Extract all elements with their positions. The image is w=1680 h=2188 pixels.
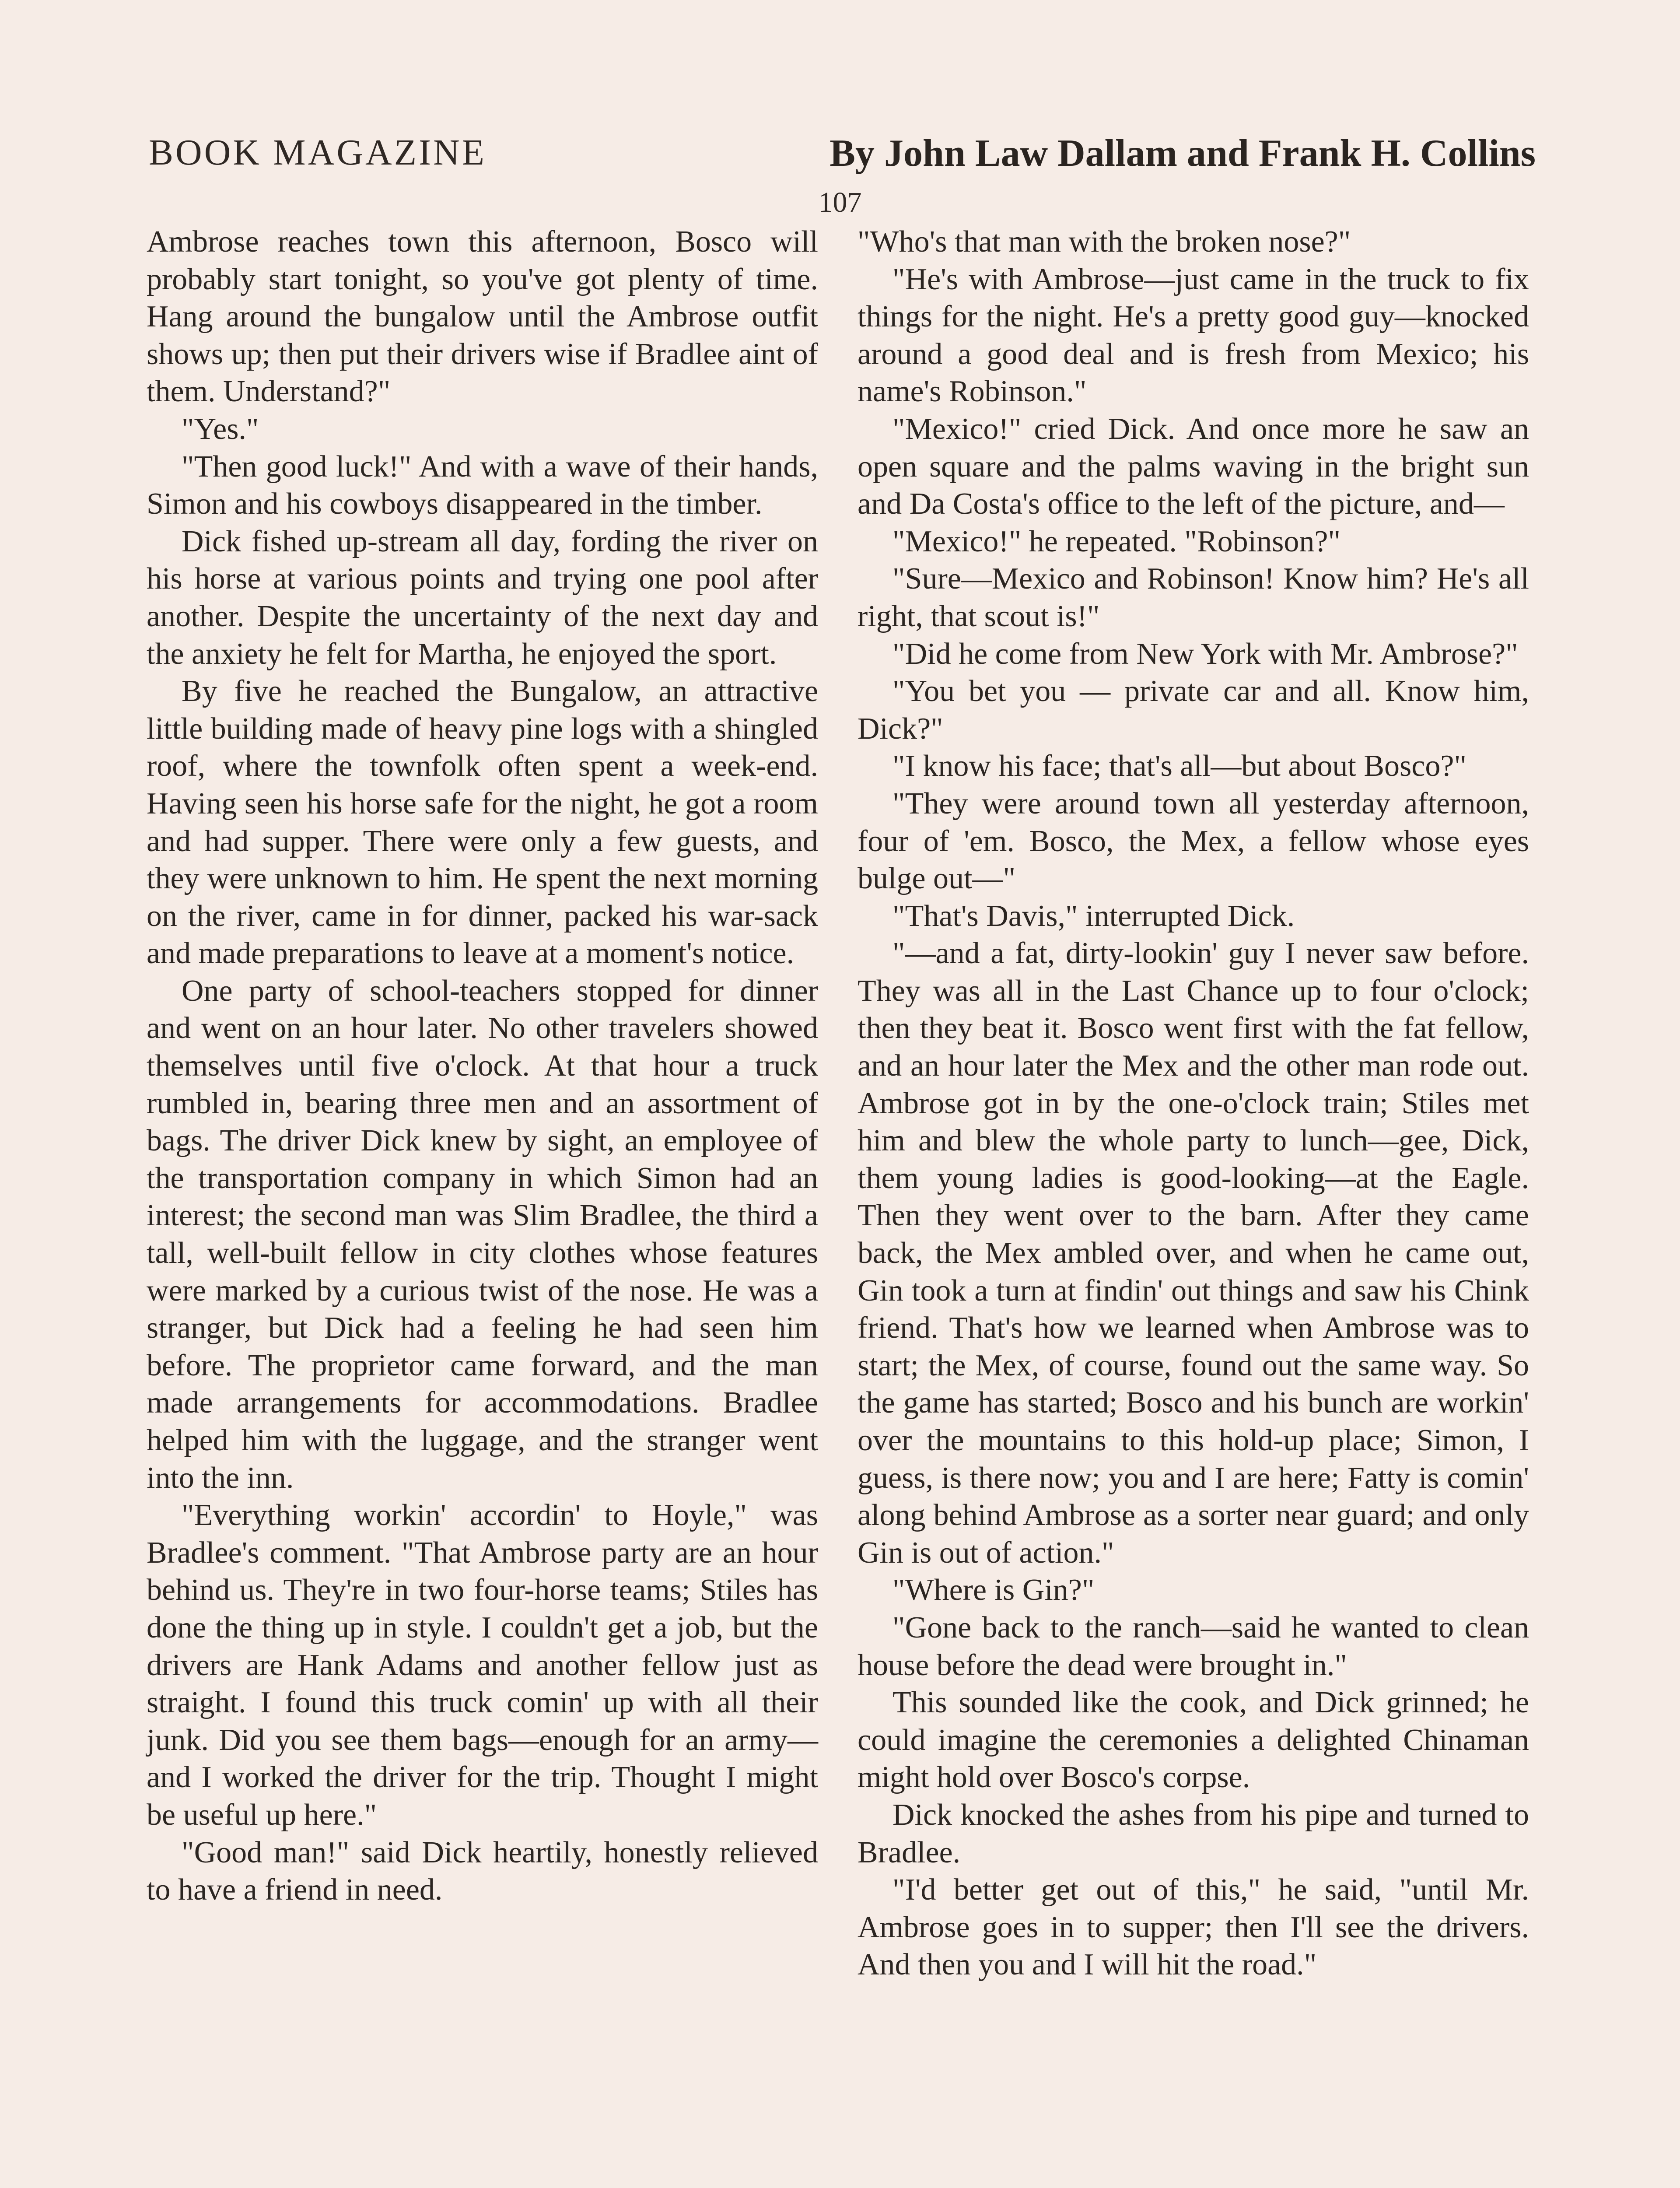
- paragraph: "Yes.": [182, 412, 259, 446]
- paragraph: "I know his face; that's all—but about Bosco?": [892, 749, 1466, 783]
- paragraph: By five he reached the Bungalow, an attractive little building made of heavy pine logs with a shingled roof, where the townfolk often spent a week-end. Having seen his horse safe for the night, he got a room and had supper. There were only a few guests, and they were unknown to him. He spent the next morning on the river, came in for dinner, packed his war-sack and made preparations to leave at a moment's notice.: [147, 674, 818, 971]
- paragraph: "Who's that man with the broken nose?": [858, 225, 1351, 259]
- page-number: 107: [818, 186, 862, 218]
- paragraph: "You bet you — private car and all. Know him, Dick?": [858, 674, 1529, 746]
- paragraph: Ambrose reaches town this afternoon, Bosco will probably start tonight, so you've got plenty of time. Hang around the bungalow until the Ambrose outfit shows up; then put their drivers wise if Bradlee aint of them. Understand?": [147, 225, 818, 409]
- paragraph: "That's Davis," interrupted Dick.: [892, 899, 1295, 933]
- paragraph: "Mexico!" cried Dick. And once more he saw an open square and the palms waving in the bright sun and Da Costa's office to the left of the picture, and—: [858, 412, 1529, 521]
- paragraph: One party of school-teachers stopped for dinner and went on an hour later. No other travelers showed themselves until five o'clock. At that hour a truck rumbled in, bearing three men and an assortment of bags. The driver Dick knew by sight, an employee of the transportation company in which Simon had an interest; the second man was Slim Bradlee, the third a tall, well-built fellow in city clothes whose features were marked by a curious twist of the nose. He was a stranger, but Dick had a feeling he had seen him before. The proprietor came forward, and the man made arrangements for accommodations. Bradlee helped him with the luggage, and the stranger went into the inn.: [147, 974, 818, 1495]
- page-header: [149, 131, 1536, 179]
- paragraph: "—and a fat, dirty-lookin' guy I never saw before. They was all in the Last Chance up to four o'clock; then they beat it. Bosco went first with the fat fellow, and an hour later the Mex and the other man rode out. Ambrose got in by the one-o'clock train; Stiles met him and blew the whole party to lunch—gee, Dick, them young ladies is good-looking—at the Eagle. Then they went over to the barn. After they came back, the Mex ambled over, and when he came out, Gin took a turn at findin' out things and saw his Chink friend. That's how we learned when Ambrose was to start; the Mex, of course, found out the same way. So the game has started; Bosco and his bunch are workin' over the mountains to this hold-up place; Simon, I guess, is there now; you and I are here; Fatty is comin' along behind Ambrose as a sorter near guard; and only Gin is out of action.": [858, 936, 1529, 1570]
- paragraph: This sounded like the cook, and Dick grinned; he could imagine the ceremonies a delighted Chinaman might hold over Bosco's corpse.: [858, 1686, 1529, 1795]
- paragraph: Dick fished up-stream all day, fording the river on his horse at various points and trying one pool after another. Despite the uncertainty of the next day and the anxiety he felt for Martha, he enjoyed the sport.: [147, 524, 818, 671]
- magazine-title: BOOK MAGAZINE: [149, 132, 486, 173]
- paragraph: "Gone back to the ranch—said he wanted to clean house before the dead were brought in.": [858, 1610, 1529, 1682]
- paragraph: "Good man!" said Dick heartily, honestly relieved to have a friend in need.: [147, 1835, 818, 1907]
- paragraph: Dick knocked the ashes from his pipe and turned to Bradlee.: [858, 1798, 1529, 1869]
- left-column: [147, 223, 818, 1909]
- paragraph: "Then good luck!" And with a wave of their hands, Simon and his cowboys disappeared in the timber.: [147, 449, 818, 521]
- paragraph: "Sure—Mexico and Robinson! Know him? He's all right, that scout is!": [858, 562, 1529, 633]
- paragraph: "Did he come from New York with Mr. Ambrose?": [892, 637, 1518, 671]
- right-column: [858, 223, 1529, 1984]
- paragraph: "Where is Gin?": [892, 1573, 1095, 1607]
- paragraph: "Everything workin' accordin' to Hoyle," was Bradlee's comment. "That Ambrose party are an hour behind us. They're in two four-horse teams; Stiles has done the thing up in style. I couldn't get a job, but the drivers are Hank Adams and another fellow just as straight. I found this truck comin' up with all their junk. Did you see them bags—enough for an army—and I worked the driver for the trip. Thought I might be useful up here.": [147, 1498, 818, 1832]
- byline: By John Law Dallam and Frank H. Collins: [830, 132, 1536, 175]
- paragraph: "I'd better get out of this," he said, "until Mr. Ambrose goes in to supper; then I'll see the drivers. And then you and I will hit the road.": [858, 1873, 1529, 1982]
- paragraph: "They were around town all yesterday afternoon, four of 'em. Bosco, the Mex, a fellow whose eyes bulge out—": [858, 786, 1529, 896]
- paragraph: "Mexico!" he repeated. "Robinson?": [892, 524, 1340, 558]
- paragraph: "He's with Ambrose—just came in the truck to fix things for the night. He's a pretty good guy—knocked around a good deal and is fresh from Mexico; his name's Robinson.": [858, 262, 1529, 409]
